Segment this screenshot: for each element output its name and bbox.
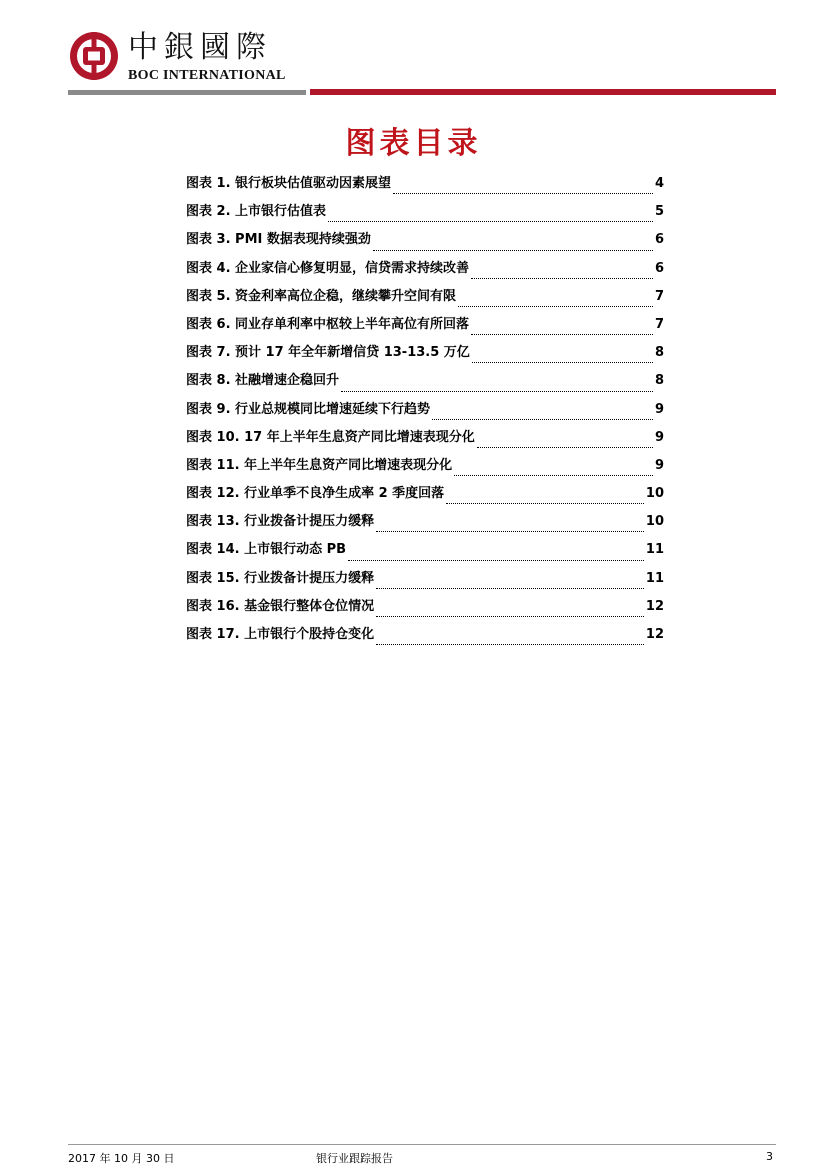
toc-dot-leader — [446, 503, 644, 504]
page-title: 图表目录 — [345, 126, 482, 161]
toc-entry[interactable] — [186, 398, 664, 426]
toc-entry[interactable] — [186, 623, 664, 651]
toc-entry-page: 9 — [654, 401, 664, 417]
toc-entry-page: 6 — [654, 232, 664, 248]
footer-date: 2017 年 10 月 30 日 — [68, 1152, 175, 1165]
boc-logo-icon — [68, 30, 120, 82]
toc-dot-leader — [471, 278, 653, 279]
toc-entry-page: 10 — [645, 514, 664, 530]
toc-dot-leader — [376, 531, 644, 532]
toc-entry-label: 图表 15. 行业拨备计提压力缓释 — [186, 570, 375, 586]
toc-entry[interactable] — [186, 454, 664, 482]
toc-entry[interactable] — [186, 285, 664, 313]
toc-entry[interactable] — [186, 313, 664, 341]
toc-entry-label: 图表 9. 行业总规模同比增速延续下行趋势 — [186, 401, 431, 417]
toc-entry-label: 图表 16. 基金银行整体仓位情况 — [186, 598, 375, 614]
toc-dot-leader — [471, 334, 653, 335]
toc-dot-leader — [458, 306, 653, 307]
toc-entry[interactable] — [186, 567, 664, 595]
toc-entry-label: 图表 3. PMI 数据表现持续强劲 — [186, 232, 371, 248]
header-divider-red — [310, 89, 776, 95]
toc-entry-label: 图表 13. 行业拨备计提压力缓释 — [186, 514, 375, 530]
toc-entry-page: 11 — [645, 570, 664, 586]
toc-entry[interactable] — [186, 538, 664, 566]
logo-english-name: BOC INTERNATIONAL — [128, 68, 286, 83]
toc-entry[interactable] — [186, 257, 664, 285]
toc-entry-label: 图表 1. 银行板块估值驱动因素展望 — [186, 176, 392, 191]
toc-entry-label: 图表 8. 社融增速企稳回升 — [186, 373, 340, 389]
toc-entry-label: 图表 17. 上市银行个股持仓变化 — [186, 627, 375, 642]
toc-entry-label: 图表 6. 同业存单利率中枢较上半年高位有所回落 — [186, 316, 470, 332]
toc-entry[interactable] — [186, 172, 664, 200]
toc-entry-page: 11 — [645, 542, 664, 558]
toc-dot-leader — [454, 475, 653, 476]
footer-page-number: 3 — [766, 1150, 773, 1163]
toc-entry-page: 9 — [654, 429, 664, 445]
toc-entry-label: 图表 10. 17 年上半年生息资产同比增速表现分化 — [186, 429, 475, 445]
toc-dot-leader — [477, 447, 653, 448]
toc-dot-leader — [393, 193, 653, 194]
toc-entry[interactable] — [186, 200, 664, 228]
toc-dot-leader — [376, 616, 644, 617]
toc-entry-page: 6 — [654, 260, 664, 276]
toc-entry[interactable] — [186, 482, 664, 510]
header-divider-grey — [68, 90, 306, 95]
toc-entry-page: 10 — [645, 486, 664, 502]
toc-entry-page: 12 — [645, 627, 664, 642]
toc-entry-page: 7 — [654, 288, 664, 304]
toc-entry-page: 4 — [654, 176, 664, 191]
toc-dot-leader — [472, 362, 653, 363]
toc-dot-leader — [432, 419, 653, 420]
logo-chinese-name: 中銀國際 — [128, 30, 272, 65]
toc-entry-label: 图表 7. 预计 17 年全年新增信贷 13-13.5 万亿 — [186, 345, 470, 361]
toc-entry-label: 图表 2. 上市银行估值表 — [186, 204, 327, 220]
toc-entry-label: 图表 4. 企业家信心修复明显，信贷需求持续改善 — [186, 260, 470, 276]
toc-dot-leader — [373, 250, 653, 251]
toc-entry[interactable] — [186, 595, 664, 623]
toc-entry-label: 图表 5. 资金利率高位企稳，继续攀升空间有限 — [186, 288, 457, 304]
toc-entry-page: 8 — [654, 373, 664, 389]
toc-entry-page: 9 — [654, 457, 664, 473]
toc-entry[interactable] — [186, 426, 664, 454]
toc-entry-label: 图表 12. 行业单季不良净生成率 2 季度回落 — [186, 486, 445, 502]
toc-entry-label: 图表 11. 年上半年生息资产同比增速表现分化 — [186, 457, 453, 473]
toc-dot-leader — [376, 644, 644, 645]
toc-entry-page: 12 — [645, 598, 664, 614]
toc-dot-leader — [348, 560, 644, 561]
toc-dot-leader — [376, 588, 644, 589]
figure-table-of-contents — [186, 172, 664, 651]
footer-divider — [68, 1144, 776, 1145]
toc-entry[interactable] — [186, 341, 664, 369]
toc-dot-leader — [328, 221, 653, 222]
toc-dot-leader — [341, 391, 653, 392]
toc-entry-page: 5 — [654, 204, 664, 220]
toc-entry-page: 8 — [654, 345, 664, 361]
footer-report-name: 银行业跟踪报告 — [316, 1152, 393, 1165]
toc-entry[interactable] — [186, 228, 664, 256]
toc-entry-page: 7 — [654, 316, 664, 332]
toc-entry[interactable] — [186, 369, 664, 397]
toc-entry-label: 图表 14. 上市银行动态 PB — [186, 542, 347, 558]
company-logo — [68, 30, 308, 86]
toc-entry[interactable] — [186, 510, 664, 538]
